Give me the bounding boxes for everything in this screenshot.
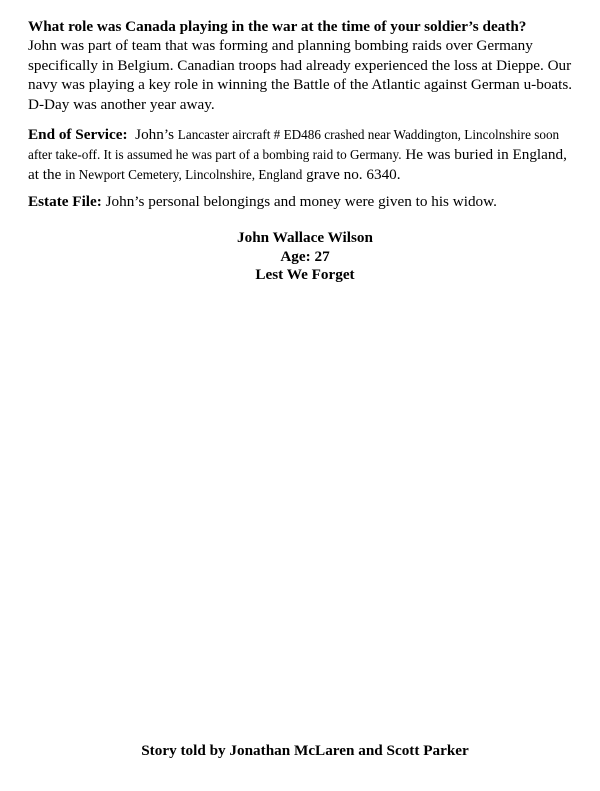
- end-of-service-text-4: in Newport Cemetery, Lincolnshire, England: [65, 166, 303, 182]
- canada-role-section: [28, 17, 576, 114]
- estate-file-label: Estate File:: [28, 193, 102, 210]
- end-of-service-text-5: grave no. 6340.: [306, 165, 401, 183]
- end-of-service-text-1: John’s: [135, 126, 174, 143]
- estate-file-section: [28, 192, 576, 211]
- memorial-motto: Lest We Forget: [255, 266, 355, 283]
- end-of-service-section: [28, 125, 576, 184]
- soldier-age: Age: 27: [280, 247, 330, 265]
- end-of-service-text-2: Lancaster aircraft # ED486 crashed near Waddington, Lincolnshire soon after take-off. It is assumed he was part of a bombing raid to Germany.: [28, 127, 560, 162]
- question-heading: What role was Canada playing in the war at the time of your soldier’s death?: [28, 18, 527, 35]
- story-credit: Story told by Jonathan McLaren and Scott Parker: [141, 742, 469, 759]
- estate-file-text: John’s personal belongings and money were given to his widow.: [105, 193, 497, 210]
- memorial-block: [0, 229, 600, 285]
- end-of-service-label: End of Service:: [28, 126, 128, 143]
- end-of-service-text-3: He was buried in England, at the: [28, 145, 567, 183]
- soldier-name: John Wallace Wilson: [237, 229, 373, 246]
- question-answer: John was part of team that was forming and planning bombing raids over Germany specifically in Belgium. Canadian troops had already experienced the loss at Dieppe. Our navy was playing a key role in winning the Battle of the Atlantic against German u-boats. D-Day was another year away.: [28, 37, 573, 113]
